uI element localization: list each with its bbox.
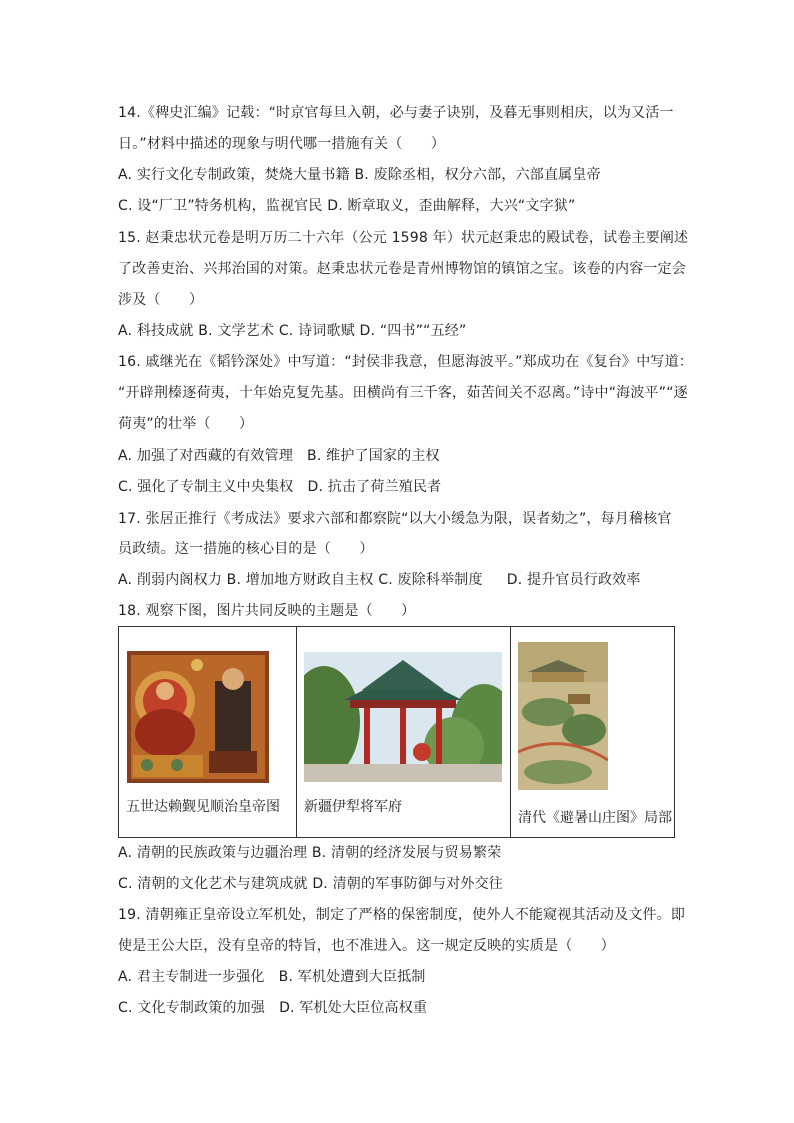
dalai-lama-painting-image [127, 651, 269, 783]
q16-stem-line2: “开辟荆榛逐荷夷，十年始克复先基。田横尚有三千客，茹苦间关不忍离。”诗中“海波平”“逐 [118, 385, 688, 401]
q16-stem-line1: 16. 戚继光在《韬钤深处》中写道：“封侯非我意，但愿海波平。”郑成功在《复台》中写道： [118, 354, 694, 370]
q16-options-ab [118, 446, 440, 466]
q16-option-b: B. 维护了国家的主权 [307, 448, 440, 464]
q15-options: A. 科技成就 B. 文学艺术 C. 诗词歌赋 D. “四书”“五经” [118, 323, 467, 339]
q15-stem-line2: 了改善吏治、兴邦治国的对策。赵秉忠状元卷是青州博物馆的镇馆之宝。该卷的内容一定会 [118, 261, 686, 277]
q18-options-ab: A. 清朝的民族政策与边疆治理 B. 清朝的经济发展与贸易繁荣 [118, 845, 502, 861]
q17-stem-line1: 17. 张居正推行《考成法》要求六部和都察院“以大小缓急为限，误者劾之”，每月稽核官 [118, 511, 672, 527]
q16-stem-line3: 荷夷”的壮举（ ） [118, 416, 254, 432]
figure-cell-dalai-lama [119, 627, 297, 838]
q18-image-table [118, 626, 675, 838]
q19-option-b: B. 军机处遭到大臣抵制 [278, 969, 426, 985]
q19-options-ab [118, 967, 426, 987]
q17-option-d: D. 提升官员行政效率 [506, 572, 641, 588]
q19-option-d: D. 军机处大臣位高权重 [279, 1000, 428, 1016]
q19-stem-line1: 19. 清朝雍正皇帝设立军机处，制定了严格的保密制度，使外人不能窥视其活动及文件。即 [118, 907, 686, 923]
figure-cell-summer-resort [511, 627, 675, 838]
q16-option-c: C. 强化了专制主义中央集权 [118, 479, 294, 495]
q15-stem-line1: 15. 赵秉忠状元卷是明万历二十六年（公元 1598 年）状元赵秉忠的殿试卷，试卷主要阐述 [118, 230, 689, 246]
figure-caption-ili-general: 新疆伊犁将军府 [304, 799, 402, 815]
q14-options-cd: C. 设“厂卫”特务机构，监视官民 D. 断章取义，歪曲解释，大兴“文字狱” [118, 198, 576, 214]
q17-options [118, 570, 641, 590]
q16-option-a: A. 加强了对西藏的有效管理 [118, 448, 294, 464]
q14-stem-line2: 日。”材料中描述的现象与明代哪一措施有关（ ） [118, 136, 446, 152]
q17-options-abc: A. 削弱内阁权力 B. 增加地方财政自主权 C. 废除科举制度 [118, 572, 483, 588]
ili-general-pavilion-image [304, 652, 502, 782]
q19-stem-line2: 使是王公大臣，没有皇帝的特旨，也不准进入。这一规定反映的实质是（ ） [118, 938, 615, 954]
q18-stem: 18. 观察下图，图片共同反映的主题是（ ） [118, 603, 416, 619]
figure-caption-dalai-lama: 五世达赖觐见顺治皇帝图 [126, 799, 280, 815]
q14-options-ab: A. 实行文化专制政策，焚烧大量书籍 B. 废除丞相，权分六部，六部直属皇帝 [118, 167, 601, 183]
q19-options-cd [118, 998, 427, 1018]
figure-caption-summer-resort: 清代《避暑山庄图》局部 [518, 810, 672, 826]
figure-cell-ili-general [297, 627, 511, 838]
q14-stem-line1: 14.《稗史汇编》记载：“时京官每旦入朝，必与妻子诀别，及暮无事则相庆，以为又活一 [118, 105, 674, 121]
q16-option-d: D. 抗击了荷兰殖民者 [307, 479, 442, 495]
q16-options-cd [118, 477, 441, 497]
summer-resort-painting-image [518, 642, 608, 790]
q15-stem-line3: 涉及（ ） [118, 292, 204, 308]
q19-option-a: A. 君主专制进一步强化 [118, 969, 265, 985]
q18-options-cd: C. 清朝的文化艺术与建筑成就 D. 清朝的军事防御与对外交往 [118, 876, 504, 892]
q19-option-c: C. 文化专制政策的加强 [118, 1000, 266, 1016]
q17-stem-line2: 员政绩。这一措施的核心目的是（ ） [118, 541, 374, 557]
